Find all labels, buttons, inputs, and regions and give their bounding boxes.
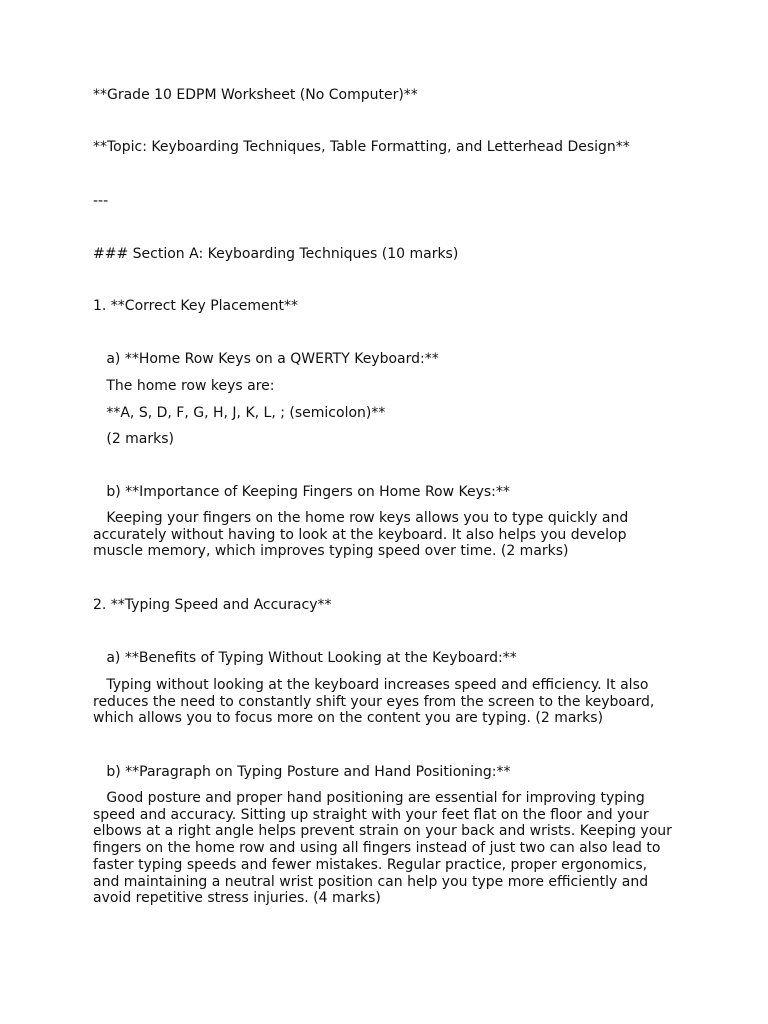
- question-1-heading: 1. **Correct Key Placement**: [93, 298, 299, 314]
- worksheet-topic: **Topic: Keyboarding Techniques, Table Formatting, and Letterhead Design**: [93, 139, 630, 155]
- question-1a-heading: a) **Home Row Keys on a QWERTY Keyboard:**: [93, 351, 439, 367]
- question-2b-answer: Good posture and proper hand positioning are essential for improving typing speed and accuracy. Sitting up straight with your feet flat on the floor and your elbows at a right angle helps prevent strain on your back and wrists. Keeping your fingers on the home row and using all fingers instead of just two can also lead to faster typing speeds and fewer mistakes. Regular practice, proper ergonomics, and maintaining a neutral wrist position can help you type more efficiently and avoid repetitive stress injuries. (4 marks): [93, 790, 677, 907]
- question-2a-heading: a) **Benefits of Typing Without Looking at the Keyboard:**: [93, 650, 517, 666]
- question-1a-line-1: The home row keys are:: [93, 378, 275, 394]
- question-2a-answer: Typing without looking at the keyboard increases speed and efficiency. It also reduces the need to constantly shift your eyes from the screen to the keyboard, which allows you to focus more on the content you are typing. (2 marks): [93, 677, 659, 727]
- question-1a-marks: (2 marks): [93, 431, 175, 447]
- question-1a-line-2: **A, S, D, F, G, H, J, K, L, ; (semicolon)**: [93, 405, 386, 421]
- question-2-heading: 2. **Typing Speed and Accuracy**: [93, 597, 332, 613]
- separator-line: ---: [93, 193, 109, 209]
- question-1b-heading: b) **Importance of Keeping Fingers on Home Row Keys:**: [93, 484, 510, 500]
- section-a-heading: ### Section A: Keyboarding Techniques (10 marks): [93, 246, 459, 262]
- worksheet-title: **Grade 10 EDPM Worksheet (No Computer)**: [93, 87, 418, 103]
- question-1b-answer: Keeping your fingers on the home row keys allows you to type quickly and accurately without having to look at the keyboard. It also helps you develop muscle memory, which improves typing speed over time. (2 marks): [93, 510, 633, 560]
- question-2b-heading: b) **Paragraph on Typing Posture and Hand Positioning:**: [93, 764, 511, 780]
